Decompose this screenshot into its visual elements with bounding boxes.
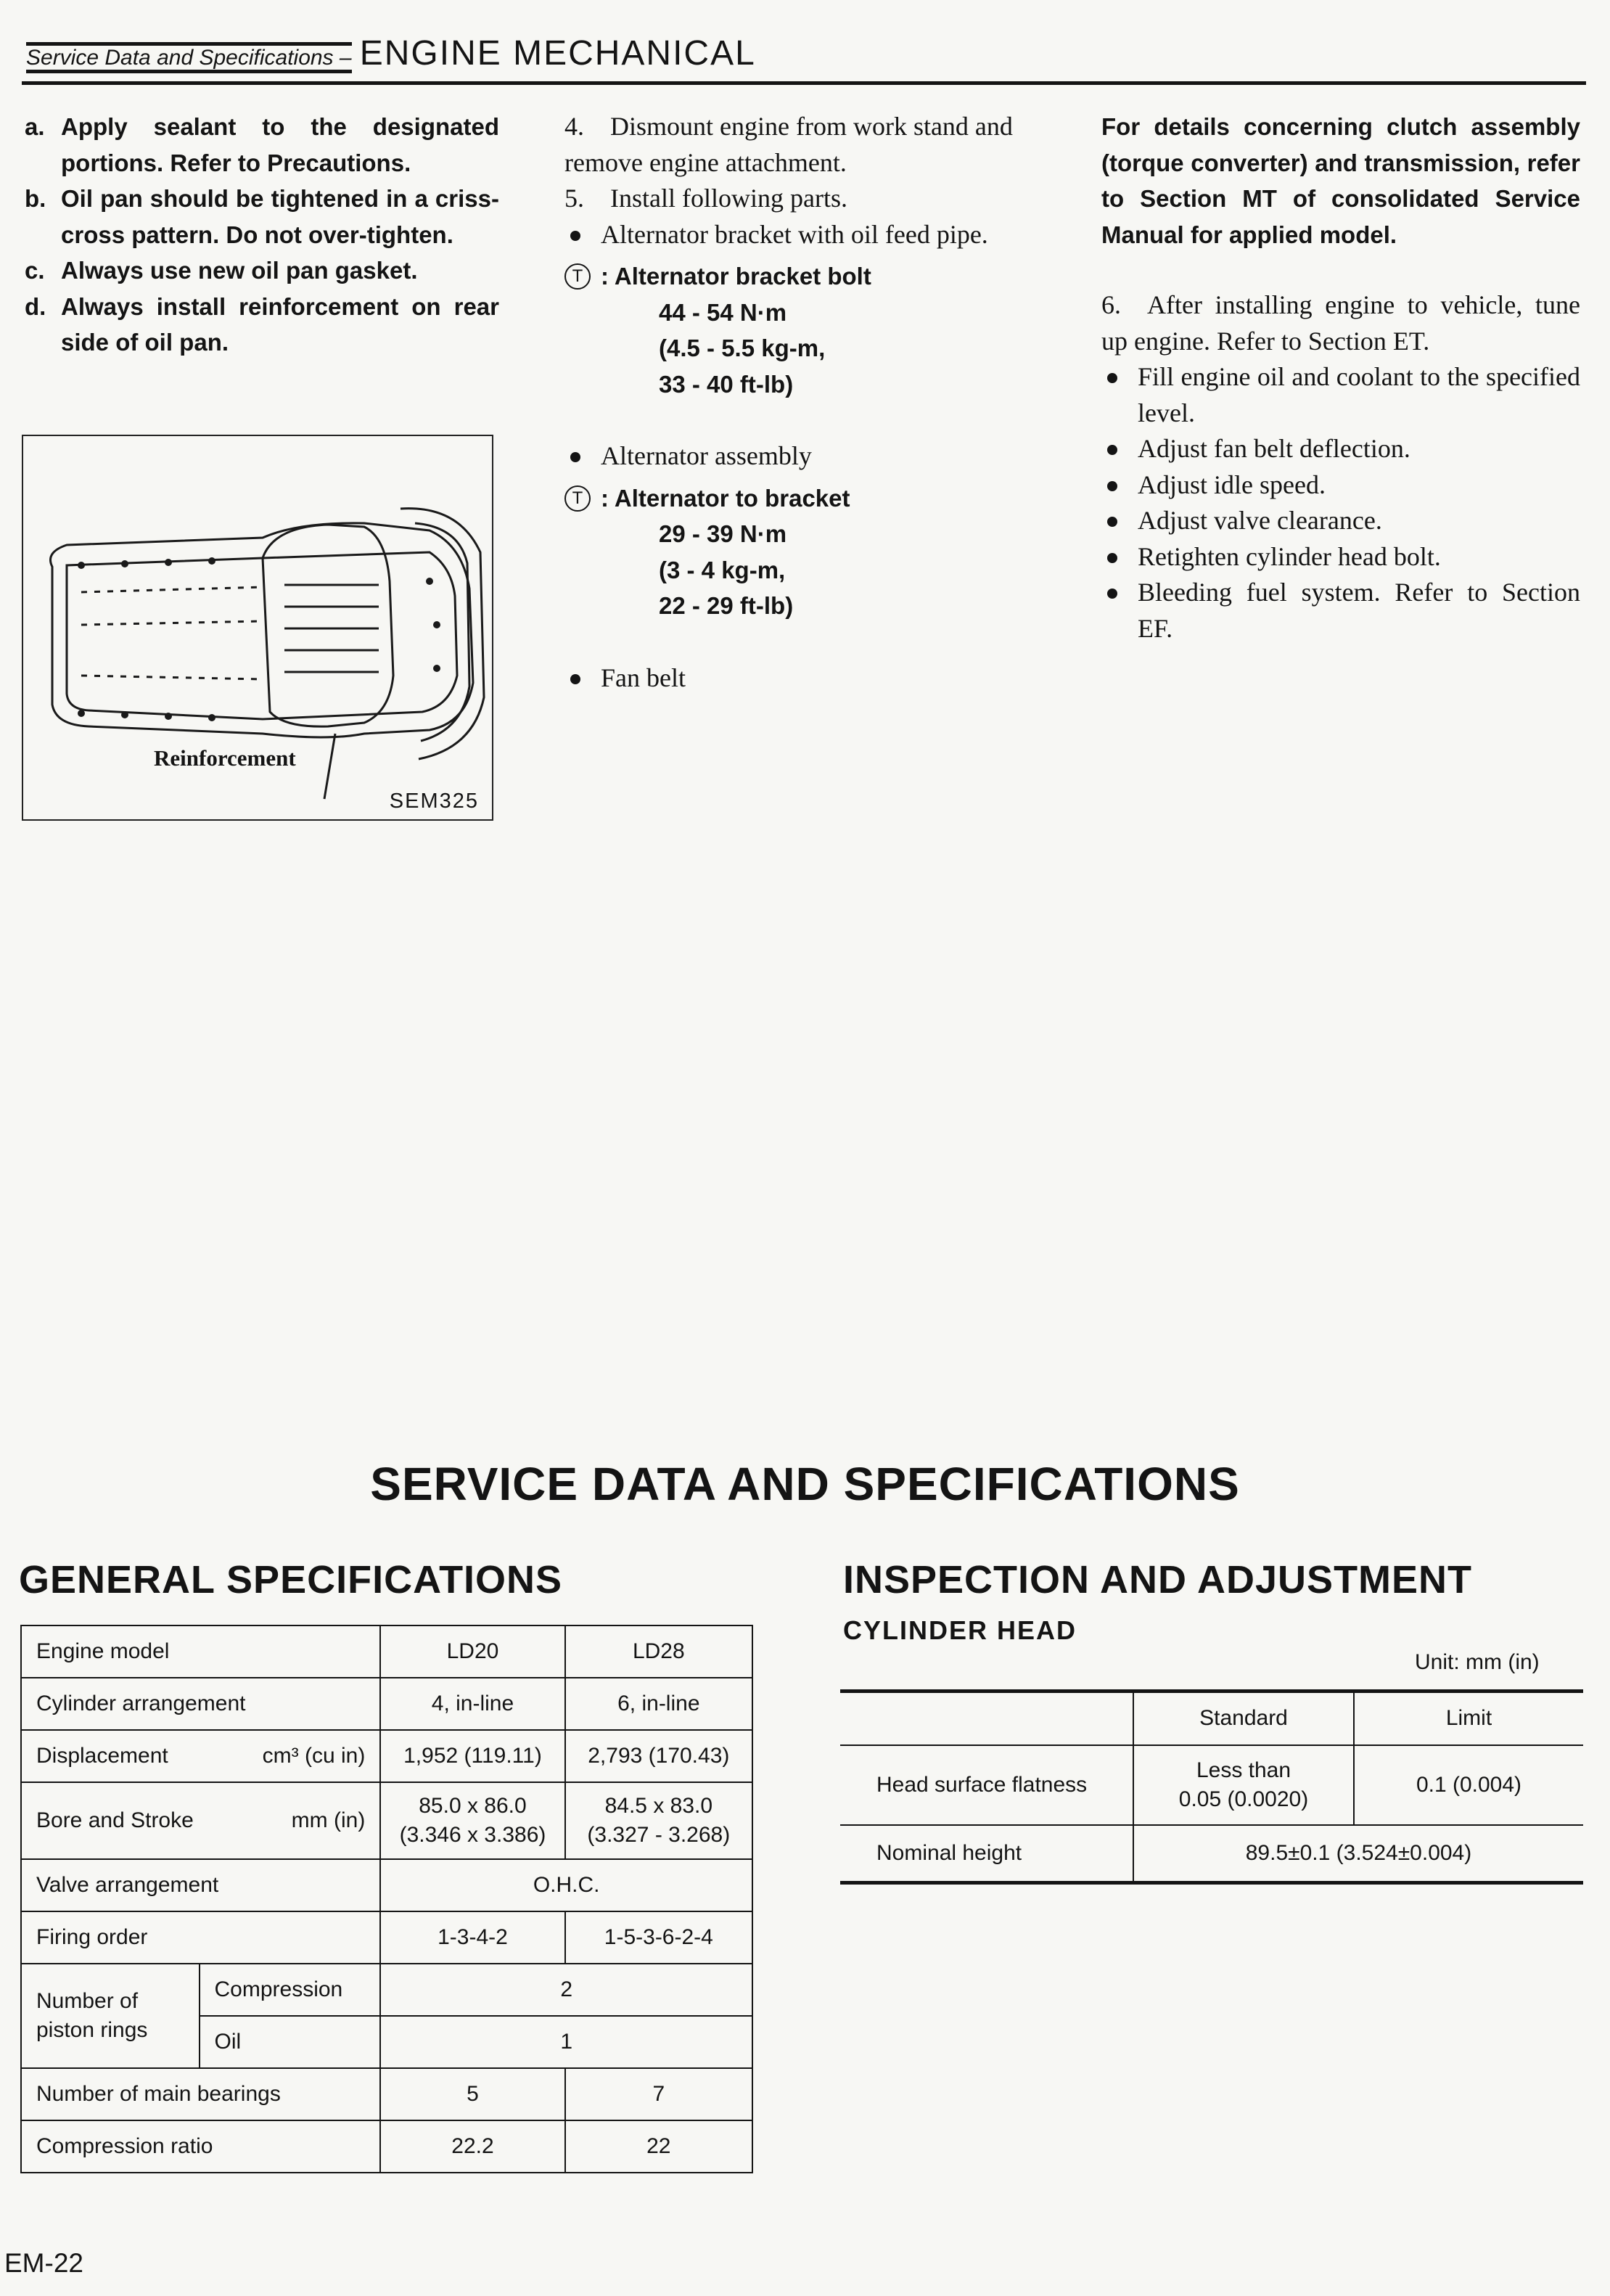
- general-specs-table: [20, 1625, 753, 2173]
- list-item: Adjust fan belt deflection.: [1101, 431, 1580, 467]
- table-row: Nominal height 89.5±0.1 (3.524±0.004): [840, 1825, 1583, 1883]
- table-row: Number of piston rings Compression 2: [21, 1964, 752, 2016]
- final-steps: [1101, 109, 1580, 647]
- torque-values: 44 - 54 N·m (4.5 - 5.5 kg-m, 33 - 40 ft-lb): [659, 298, 826, 398]
- list-item: Adjust idle speed.: [1101, 467, 1580, 504]
- table-row: Oil 1: [21, 2016, 752, 2068]
- torque-spec: T : Alternator bracket bolt: [564, 258, 1045, 295]
- torque-spec: T : Alternator to bracket: [564, 480, 1045, 517]
- torque-values: 29 - 39 N·m (3 - 4 kg-m, 22 - 29 ft-lb): [659, 520, 794, 619]
- procedure-steps: [564, 109, 1045, 696]
- list-item: Retighten cylinder head bolt.: [1101, 539, 1580, 575]
- list-item: Bleeding fuel system. Refer to Section EF.: [1101, 575, 1580, 647]
- note-item: a. Apply sealant to the designated portions. Refer to Precautions.: [25, 113, 499, 176]
- table-row: Head surface flatness Less than 0.05 (0.0020) 0.1 (0.004): [840, 1745, 1583, 1825]
- bullet-icon: [1101, 539, 1138, 575]
- list-item: Adjust valve clearance.: [1101, 503, 1580, 539]
- bullet-icon: [564, 438, 601, 475]
- note-item: b. Oil pan should be tightened in a criss-cross pattern. Do not over-tighten.: [25, 185, 499, 248]
- table-row: Displacement cm³ (cu in) 1,952 (119.11) 2,793 (170.43): [21, 1730, 752, 1782]
- step-5: 5. Install following parts.: [564, 184, 847, 213]
- step-4: 4. Dismount engine from work stand and remove engine attachment.: [564, 112, 1013, 177]
- table-row: Valve arrangement O.H.C.: [21, 1859, 752, 1911]
- torque-icon: T: [564, 263, 591, 290]
- list-item: Fill engine oil and coolant to the specified level.: [1101, 359, 1580, 431]
- bullet-icon: [564, 217, 601, 253]
- clutch-note: For details concerning clutch assembly (torque converter) and transmission, refer to Section MT of consolidated Service Manual for applied model.: [1101, 113, 1580, 248]
- table-row: Firing order 1-3-4-2 1-5-3-6-2-4: [21, 1911, 752, 1964]
- header-chapter: ENGINE MECHANICAL: [359, 34, 756, 73]
- table-row: Number of main bearings 5 7: [21, 2068, 752, 2120]
- oil-pan-figure: [22, 435, 493, 821]
- bullet-icon: [564, 660, 601, 697]
- cylinder-head-subtitle: CYLINDER HEAD: [843, 1615, 1077, 1645]
- table-row: Engine model LD20 LD28: [21, 1625, 752, 1678]
- bullet-icon: [1101, 359, 1138, 431]
- table-row: Standard Limit: [840, 1692, 1583, 1745]
- page-number: EM-22: [4, 2248, 83, 2278]
- figure-label: Reinforcement: [154, 745, 296, 771]
- note-item: d. Always install reinforcement on rear side of oil pan.: [25, 292, 499, 356]
- note-item: c. Always use new oil pan gasket.: [25, 257, 418, 284]
- cylinder-head-table: [840, 1689, 1583, 1885]
- list-item: Fan belt: [564, 660, 1045, 697]
- torque-icon: T: [564, 485, 591, 512]
- unit-note: Unit: mm (in): [1415, 1650, 1540, 1674]
- general-specs-title: GENERAL SPECIFICATIONS: [19, 1558, 563, 1602]
- figure-code: SEM325: [389, 790, 479, 813]
- bullet-icon: [1101, 431, 1138, 467]
- bullet-icon: [1101, 467, 1138, 504]
- installation-notes: [25, 109, 499, 361]
- running-header: [26, 33, 756, 73]
- table-row: Cylinder arrangement 4, in-line 6, in-line: [21, 1678, 752, 1730]
- bullet-icon: [1101, 503, 1138, 539]
- header-rule: [22, 81, 1586, 85]
- table-row: Compression ratio 22.2 22: [21, 2120, 752, 2173]
- header-section: Service Data and Specifications –: [26, 42, 352, 73]
- section-title: SERVICE DATA AND SPECIFICATIONS: [370, 1458, 1240, 1510]
- list-item: Alternator bracket with oil feed pipe.: [564, 217, 1045, 253]
- step-6: 6. After installing engine to vehicle, tune up engine. Refer to Section ET.: [1101, 290, 1580, 356]
- table-row: Bore and Stroke mm (in) 85.0 x 86.0 (3.346 x 3.386) 84.5 x 83.0 (3.327 - 3.268): [21, 1782, 752, 1859]
- list-item: Alternator assembly: [564, 438, 1045, 475]
- inspection-title: INSPECTION AND ADJUSTMENT: [843, 1558, 1473, 1602]
- bullet-icon: [1101, 575, 1138, 647]
